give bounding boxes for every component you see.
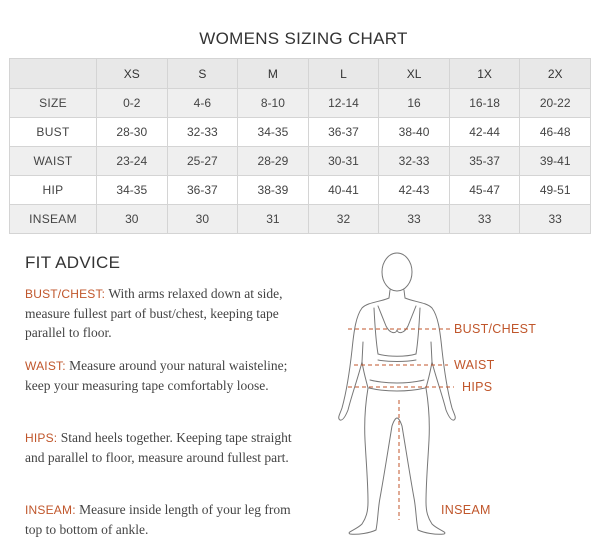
table-cell: 32-33 bbox=[379, 147, 450, 176]
table-row-inseam bbox=[10, 205, 591, 234]
advice-hips bbox=[25, 428, 300, 467]
table-cell: 33 bbox=[449, 205, 520, 234]
table-cell: 33 bbox=[520, 205, 591, 234]
table-cell: 33 bbox=[379, 205, 450, 234]
table-cell: 4-6 bbox=[167, 89, 238, 118]
row-label: INSEAM bbox=[10, 205, 97, 234]
table-cell: 23-24 bbox=[97, 147, 168, 176]
header-cell-xl: XL bbox=[379, 59, 450, 89]
table-cell: 38-39 bbox=[238, 176, 309, 205]
table-row-size bbox=[10, 89, 591, 118]
table-cell: 36-37 bbox=[167, 176, 238, 205]
table-cell: 25-27 bbox=[167, 147, 238, 176]
label-hips: HIPS bbox=[462, 380, 493, 394]
table-cell: 0-2 bbox=[97, 89, 168, 118]
table-cell: 30 bbox=[167, 205, 238, 234]
label-inseam: INSEAM bbox=[441, 503, 491, 517]
table-cell: 45-47 bbox=[449, 176, 520, 205]
header-cell-s: S bbox=[167, 59, 238, 89]
table-cell: 8-10 bbox=[238, 89, 309, 118]
chart-title: WOMENS SIZING CHART bbox=[199, 29, 408, 48]
table-cell: 36-37 bbox=[308, 118, 379, 147]
table-cell: 35-37 bbox=[449, 147, 520, 176]
table-cell: 46-48 bbox=[520, 118, 591, 147]
advice-text: Measure around your natural waisteline; keep your measuring tape comfortably loose. bbox=[25, 358, 288, 393]
table-cell: 42-44 bbox=[449, 118, 520, 147]
advice-key: BUST/CHEST: bbox=[25, 287, 106, 301]
advice-text: Measure inside length of your leg from top to bottom of ankle. bbox=[25, 502, 291, 537]
advice-waist bbox=[25, 356, 300, 395]
header-cell-m: M bbox=[238, 59, 309, 89]
table-cell: 16 bbox=[379, 89, 450, 118]
row-label: WAIST bbox=[10, 147, 97, 176]
table-header-row bbox=[10, 59, 591, 89]
table-cell: 32-33 bbox=[167, 118, 238, 147]
table-cell: 32 bbox=[308, 205, 379, 234]
header-cell-1x: 1X bbox=[449, 59, 520, 89]
table-cell: 34-35 bbox=[97, 176, 168, 205]
table-cell: 49-51 bbox=[520, 176, 591, 205]
table-cell: 12-14 bbox=[308, 89, 379, 118]
table-row-waist bbox=[10, 147, 591, 176]
header-cell-2x: 2X bbox=[520, 59, 591, 89]
label-waist: WAIST bbox=[454, 358, 495, 372]
table-cell: 30 bbox=[97, 205, 168, 234]
advice-text: With arms relaxed down at side, measure fullest part of bust/chest, keeping tape parallel to floor. bbox=[25, 286, 283, 340]
table-cell: 38-40 bbox=[379, 118, 450, 147]
advice-bust bbox=[25, 284, 300, 342]
table-cell: 31 bbox=[238, 205, 309, 234]
table-cell: 42-43 bbox=[379, 176, 450, 205]
advice-inseam bbox=[25, 500, 300, 539]
table-cell: 28-30 bbox=[97, 118, 168, 147]
table-cell: 16-18 bbox=[449, 89, 520, 118]
table-cell: 34-35 bbox=[238, 118, 309, 147]
label-bust-chest: BUST/CHEST bbox=[454, 322, 537, 336]
table-cell: 39-41 bbox=[520, 147, 591, 176]
sizing-table bbox=[9, 58, 591, 234]
advice-key: HIPS: bbox=[25, 431, 58, 445]
header-cell-blank bbox=[10, 59, 97, 89]
table-row-bust bbox=[10, 118, 591, 147]
row-label: HIP bbox=[10, 176, 97, 205]
advice-key: WAIST: bbox=[25, 359, 66, 373]
table-cell: 28-29 bbox=[238, 147, 309, 176]
header-cell-xs: XS bbox=[97, 59, 168, 89]
advice-text: Stand heels together. Keeping tape straight and parallel to floor, measure around fullest part. bbox=[25, 430, 292, 465]
header-cell-l: L bbox=[308, 59, 379, 89]
advice-key: INSEAM: bbox=[25, 503, 76, 517]
table-cell: 30-31 bbox=[308, 147, 379, 176]
row-label: BUST bbox=[10, 118, 97, 147]
row-label: SIZE bbox=[10, 89, 97, 118]
table-cell: 20-22 bbox=[520, 89, 591, 118]
table-cell: 40-41 bbox=[308, 176, 379, 205]
fit-advice-title: FIT ADVICE bbox=[25, 253, 121, 272]
table-row-hip bbox=[10, 176, 591, 205]
